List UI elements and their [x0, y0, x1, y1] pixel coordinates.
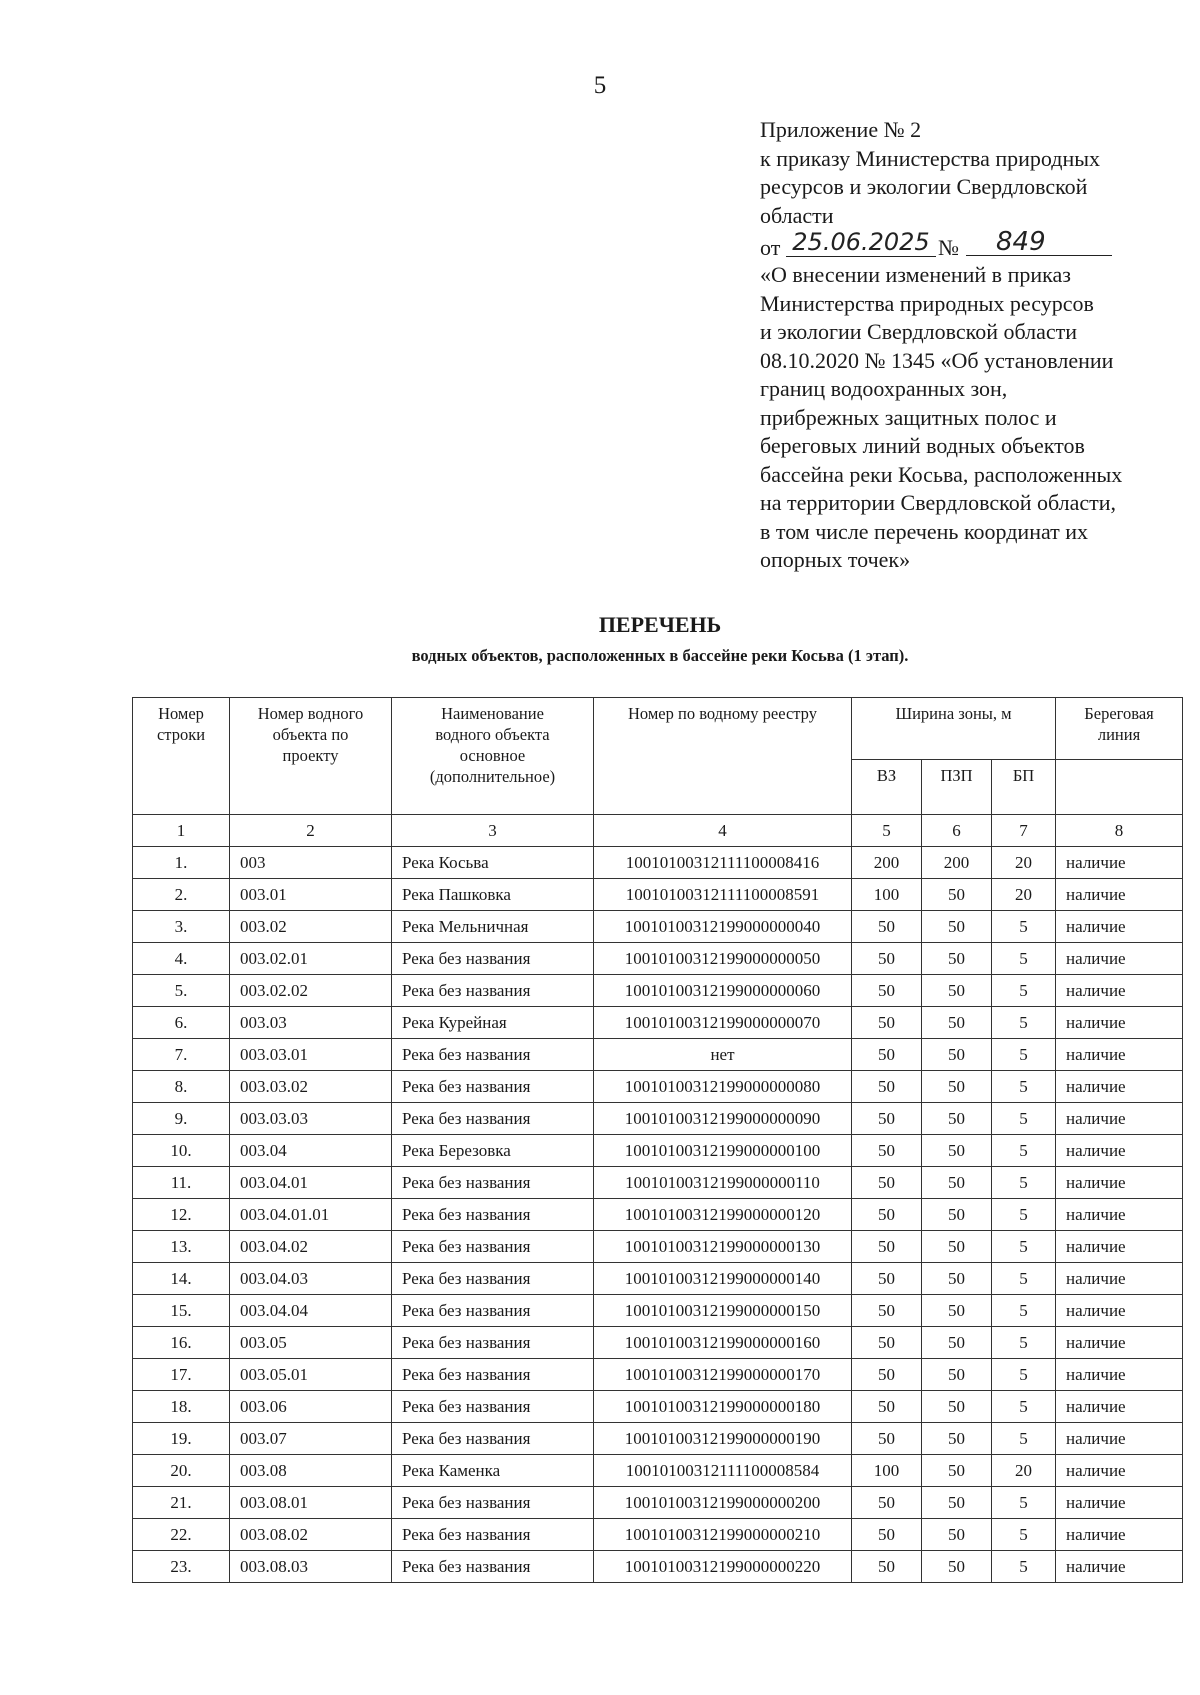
pzp-width-cell: 200 [922, 847, 992, 879]
number-sign: № [938, 235, 959, 260]
registry-number-cell: 10010100312199000000160 [594, 1327, 852, 1359]
table-row [133, 1519, 1183, 1551]
header-row-number: Номер строки [133, 698, 230, 815]
registry-number-cell: 10010100312199000000130 [594, 1231, 852, 1263]
object-name-cell: Река без названия [392, 1551, 594, 1583]
appendix-line: границ водоохранных зон, [760, 376, 1008, 401]
row-number-cell: 8. [133, 1071, 230, 1103]
project-number-cell: 003.04.04 [230, 1295, 392, 1327]
table-row [133, 1295, 1183, 1327]
bp-width-cell: 5 [992, 1519, 1056, 1551]
vz-width-cell: 50 [852, 1423, 922, 1455]
project-number-cell: 003.04.03 [230, 1263, 392, 1295]
registry-number-cell: 10010100312199000000100 [594, 1135, 852, 1167]
row-number-cell: 13. [133, 1231, 230, 1263]
shore-line-cell: наличие [1056, 1231, 1183, 1263]
table-row [133, 1167, 1183, 1199]
object-name-cell: Река без названия [392, 1423, 594, 1455]
project-number-cell: 003.05 [230, 1327, 392, 1359]
header-registry-number: Номер по водному реестру [594, 698, 852, 815]
project-number-cell: 003.04 [230, 1135, 392, 1167]
registry-number-cell: 10010100312199000000190 [594, 1423, 852, 1455]
page-number: 5 [593, 72, 607, 99]
project-number-cell: 003.03.03 [230, 1103, 392, 1135]
project-number-cell: 003 [230, 847, 392, 879]
bp-width-cell: 5 [992, 1231, 1056, 1263]
vz-width-cell: 50 [852, 1199, 922, 1231]
pzp-width-cell: 50 [922, 1359, 992, 1391]
project-number-cell: 003.07 [230, 1423, 392, 1455]
bp-width-cell: 5 [992, 1391, 1056, 1423]
object-name-cell: Река без названия [392, 1487, 594, 1519]
object-name-cell: Река без названия [392, 1359, 594, 1391]
row-number-cell: 4. [133, 943, 230, 975]
project-number-cell: 003.03.01 [230, 1039, 392, 1071]
project-number-cell: 003.08.03 [230, 1551, 392, 1583]
object-name-cell: Река Каменка [392, 1455, 594, 1487]
bp-width-cell: 5 [992, 1135, 1056, 1167]
row-number-cell: 7. [133, 1039, 230, 1071]
registry-number-cell: 10010100312199000000220 [594, 1551, 852, 1583]
bp-width-cell: 5 [992, 1263, 1056, 1295]
vz-width-cell: 50 [852, 1487, 922, 1519]
order-date-handwritten: 25.06.2025 [786, 230, 936, 257]
project-number-cell: 003.04.01 [230, 1167, 392, 1199]
appendix-line: в том числе перечень координат их [760, 518, 1089, 544]
table-row [133, 975, 1183, 1007]
project-number-cell: 003.02.01 [230, 943, 392, 975]
shore-line-cell: наличие [1056, 1167, 1183, 1199]
row-number-cell: 9. [133, 1103, 230, 1135]
appendix-line: и экологии Свердловской области [760, 319, 1078, 344]
column-number: 8 [1056, 815, 1183, 847]
table-row [133, 1359, 1183, 1391]
bp-width-cell: 5 [992, 1167, 1056, 1199]
row-number-cell: 10. [133, 1135, 230, 1167]
row-number-cell: 12. [133, 1199, 230, 1231]
pzp-width-cell: 50 [922, 1487, 992, 1519]
table-row [133, 943, 1183, 975]
project-number-cell: 003.02 [230, 911, 392, 943]
row-number-cell: 5. [133, 975, 230, 1007]
row-number-cell: 11. [133, 1167, 230, 1199]
vz-width-cell: 50 [852, 1007, 922, 1039]
object-name-cell: Река без названия [392, 1103, 594, 1135]
shore-line-cell: наличие [1056, 1007, 1183, 1039]
table-row [133, 1199, 1183, 1231]
pzp-width-cell: 50 [922, 1007, 992, 1039]
shore-line-cell: наличие [1056, 1039, 1183, 1071]
table-row [133, 1551, 1183, 1583]
bp-width-cell: 20 [992, 879, 1056, 911]
object-name-cell: Река Косьва [392, 847, 594, 879]
pzp-width-cell: 50 [922, 1199, 992, 1231]
project-number-cell: 003.08 [230, 1455, 392, 1487]
header-shore-line: Береговая линия [1056, 698, 1183, 760]
document-subtitle: водных объектов, расположенных в бассейне реки Косьва (1 этап). [411, 646, 909, 665]
shore-line-cell: наличие [1056, 879, 1183, 911]
pzp-width-cell: 50 [922, 1327, 992, 1359]
object-name-cell: Река без названия [392, 975, 594, 1007]
registry-number-cell: 10010100312199000000200 [594, 1487, 852, 1519]
table-row [133, 1455, 1183, 1487]
shore-line-cell: наличие [1056, 1263, 1183, 1295]
shore-line-cell: наличие [1056, 943, 1183, 975]
vz-width-cell: 50 [852, 1071, 922, 1103]
registry-number-cell: 10010100312111100008416 [594, 847, 852, 879]
table-row [133, 847, 1183, 879]
column-number: 6 [922, 815, 992, 847]
row-number-cell: 15. [133, 1295, 230, 1327]
table-body [133, 847, 1183, 1583]
table-row [133, 1039, 1183, 1071]
vz-width-cell: 50 [852, 1327, 922, 1359]
shore-line-cell: наличие [1056, 975, 1183, 1007]
registry-number-cell: нет [594, 1039, 852, 1071]
bp-width-cell: 5 [992, 1199, 1056, 1231]
row-number-cell: 3. [133, 911, 230, 943]
appendix-line: прибрежных защитных полос и [760, 404, 1057, 430]
row-number-cell: 21. [133, 1487, 230, 1519]
vz-width-cell: 50 [852, 1103, 922, 1135]
row-number-cell: 20. [133, 1455, 230, 1487]
pzp-width-cell: 50 [922, 1167, 992, 1199]
registry-number-cell: 10010100312199000000090 [594, 1103, 852, 1135]
row-number-cell: 6. [133, 1007, 230, 1039]
registry-number-cell: 10010100312199000000060 [594, 975, 852, 1007]
pzp-width-cell: 50 [922, 975, 992, 1007]
bp-width-cell: 5 [992, 943, 1056, 975]
bp-width-cell: 5 [992, 1103, 1056, 1135]
water-objects-table [132, 697, 1183, 1583]
pzp-width-cell: 50 [922, 879, 992, 911]
column-number: 5 [852, 815, 922, 847]
row-number-cell: 23. [133, 1551, 230, 1583]
bp-width-cell: 5 [992, 911, 1056, 943]
appendix-line: к приказу Министерства природных [760, 145, 1101, 171]
object-name-cell: Река Курейная [392, 1007, 594, 1039]
order-date-line [760, 227, 1170, 261]
appendix-line: «О внесении изменений в приказ [760, 262, 1071, 287]
registry-number-cell: 10010100312199000000210 [594, 1519, 852, 1551]
appendix-line: Министерства природных ресурсов [760, 290, 1094, 316]
column-number: 4 [594, 815, 852, 847]
bp-width-cell: 5 [992, 1071, 1056, 1103]
project-number-cell: 003.03 [230, 1007, 392, 1039]
project-number-cell: 003.04.01.01 [230, 1199, 392, 1231]
header-bp: БП [992, 760, 1056, 815]
appendix-block [760, 116, 1170, 575]
vz-width-cell: 200 [852, 847, 922, 879]
bp-width-cell: 20 [992, 847, 1056, 879]
registry-number-cell: 10010100312199000000120 [594, 1199, 852, 1231]
header-shore-line-empty [1056, 760, 1183, 815]
bp-width-cell: 5 [992, 1423, 1056, 1455]
object-name-cell: Река без названия [392, 1327, 594, 1359]
table-row [133, 1103, 1183, 1135]
bp-width-cell: 5 [992, 1007, 1056, 1039]
vz-width-cell: 100 [852, 879, 922, 911]
registry-number-cell: 10010100312111100008591 [594, 879, 852, 911]
appendix-line: береговых линий водных объектов [760, 433, 1085, 458]
pzp-width-cell: 50 [922, 1551, 992, 1583]
bp-width-cell: 5 [992, 1327, 1056, 1359]
vz-width-cell: 50 [852, 1551, 922, 1583]
registry-number-cell: 10010100312111100008584 [594, 1455, 852, 1487]
table-row [133, 911, 1183, 943]
table-row [133, 1007, 1183, 1039]
pzp-width-cell: 50 [922, 1295, 992, 1327]
object-name-cell: Река без названия [392, 1071, 594, 1103]
registry-number-cell: 10010100312199000000050 [594, 943, 852, 975]
bp-width-cell: 5 [992, 975, 1056, 1007]
header-object-name: Наименование водного объекта основное (дополнительное) [392, 698, 594, 815]
pzp-width-cell: 50 [922, 1263, 992, 1295]
object-name-cell: Река Мельничная [392, 911, 594, 943]
appendix-line: на территории Свердловской области, [760, 490, 1117, 515]
pzp-width-cell: 50 [922, 1103, 992, 1135]
shore-line-cell: наличие [1056, 1071, 1183, 1103]
project-number-cell: 003.01 [230, 879, 392, 911]
project-number-cell: 003.05.01 [230, 1359, 392, 1391]
pzp-width-cell: 50 [922, 1423, 992, 1455]
row-number-cell: 2. [133, 879, 230, 911]
shore-line-cell: наличие [1056, 1391, 1183, 1423]
row-number-cell: 18. [133, 1391, 230, 1423]
shore-line-cell: наличие [1056, 1295, 1183, 1327]
vz-width-cell: 100 [852, 1455, 922, 1487]
table-row [133, 1391, 1183, 1423]
shore-line-cell: наличие [1056, 1551, 1183, 1583]
pzp-width-cell: 50 [922, 943, 992, 975]
table-row [133, 1263, 1183, 1295]
pzp-width-cell: 50 [922, 1519, 992, 1551]
object-name-cell: Река без названия [392, 1199, 594, 1231]
registry-number-cell: 10010100312199000000170 [594, 1359, 852, 1391]
object-name-cell: Река без названия [392, 1519, 594, 1551]
row-number-cell: 16. [133, 1327, 230, 1359]
shore-line-cell: наличие [1056, 1199, 1183, 1231]
shore-line-cell: наличие [1056, 1327, 1183, 1359]
appendix-line: опорных точек» [760, 547, 911, 572]
vz-width-cell: 50 [852, 1391, 922, 1423]
registry-number-cell: 10010100312199000000070 [594, 1007, 852, 1039]
pzp-width-cell: 50 [922, 1455, 992, 1487]
vz-width-cell: 50 [852, 1359, 922, 1391]
row-number-cell: 17. [133, 1359, 230, 1391]
project-number-cell: 003.08.01 [230, 1487, 392, 1519]
bp-width-cell: 5 [992, 1551, 1056, 1583]
project-number-cell: 003.06 [230, 1391, 392, 1423]
project-number-cell: 003.03.02 [230, 1071, 392, 1103]
object-name-cell: Река без названия [392, 1391, 594, 1423]
appendix-line: области [760, 202, 834, 228]
vz-width-cell: 50 [852, 975, 922, 1007]
object-name-cell: Река без названия [392, 1039, 594, 1071]
registry-number-cell: 10010100312199000000110 [594, 1167, 852, 1199]
registry-number-cell: 10010100312199000000150 [594, 1295, 852, 1327]
object-name-cell: Река без названия [392, 1263, 594, 1295]
header-zone-width: Ширина зоны, м [852, 698, 1056, 760]
document-title: ПЕРЕЧЕНЬ [598, 612, 722, 637]
pzp-width-cell: 50 [922, 1039, 992, 1071]
vz-width-cell: 50 [852, 1295, 922, 1327]
header-vz: ВЗ [852, 760, 922, 815]
object-name-cell: Река без названия [392, 1295, 594, 1327]
table-row [133, 1423, 1183, 1455]
object-name-cell: Река без названия [392, 943, 594, 975]
shore-line-cell: наличие [1056, 1487, 1183, 1519]
table-row [133, 879, 1183, 911]
appendix-line: ресурсов и экологии Свердловской [760, 174, 1088, 199]
shore-line-cell: наличие [1056, 1423, 1183, 1455]
vz-width-cell: 50 [852, 1135, 922, 1167]
shore-line-cell: наличие [1056, 1519, 1183, 1551]
vz-width-cell: 50 [852, 1263, 922, 1295]
bp-width-cell: 5 [992, 1487, 1056, 1519]
object-name-cell: Река Березовка [392, 1135, 594, 1167]
pzp-width-cell: 50 [922, 911, 992, 943]
row-number-cell: 14. [133, 1263, 230, 1295]
column-number: 3 [392, 815, 594, 847]
vz-width-cell: 50 [852, 943, 922, 975]
table-row [133, 1231, 1183, 1263]
appendix-line: бассейна реки Косьва, расположенных [760, 461, 1123, 487]
project-number-cell: 003.08.02 [230, 1519, 392, 1551]
bp-width-cell: 20 [992, 1455, 1056, 1487]
pzp-width-cell: 50 [922, 1071, 992, 1103]
project-number-cell: 003.04.02 [230, 1231, 392, 1263]
vz-width-cell: 50 [852, 1039, 922, 1071]
table-row [133, 1135, 1183, 1167]
row-number-cell: 19. [133, 1423, 230, 1455]
shore-line-cell: наличие [1056, 1455, 1183, 1487]
header-pzp: ПЗП [922, 760, 992, 815]
shore-line-cell: наличие [1056, 1359, 1183, 1391]
object-name-cell: Река без названия [392, 1231, 594, 1263]
vz-width-cell: 50 [852, 1519, 922, 1551]
project-number-cell: 003.02.02 [230, 975, 392, 1007]
bp-width-cell: 5 [992, 1359, 1056, 1391]
vz-width-cell: 50 [852, 1167, 922, 1199]
table-row [133, 1071, 1183, 1103]
row-number-cell: 22. [133, 1519, 230, 1551]
column-number: 1 [133, 815, 230, 847]
bp-width-cell: 5 [992, 1039, 1056, 1071]
pzp-width-cell: 50 [922, 1231, 992, 1263]
pzp-width-cell: 50 [922, 1135, 992, 1167]
vz-width-cell: 50 [852, 911, 922, 943]
row-number-cell: 1. [133, 847, 230, 879]
shore-line-cell: наличие [1056, 847, 1183, 879]
order-number-handwritten: 849 [966, 230, 1112, 256]
column-number: 7 [992, 815, 1056, 847]
vz-width-cell: 50 [852, 1231, 922, 1263]
pzp-width-cell: 50 [922, 1391, 992, 1423]
appendix-line: Приложение № 2 [760, 117, 922, 142]
registry-number-cell: 10010100312199000000040 [594, 911, 852, 943]
bp-width-cell: 5 [992, 1295, 1056, 1327]
registry-number-cell: 10010100312199000000180 [594, 1391, 852, 1423]
column-number: 2 [230, 815, 392, 847]
registry-number-cell: 10010100312199000000140 [594, 1263, 852, 1295]
shore-line-cell: наличие [1056, 911, 1183, 943]
shore-line-cell: наличие [1056, 1103, 1183, 1135]
appendix-line: 08.10.2020 № 1345 «Об установлении [760, 347, 1114, 373]
object-name-cell: Река без названия [392, 1167, 594, 1199]
registry-number-cell: 10010100312199000000080 [594, 1071, 852, 1103]
table-row [133, 1487, 1183, 1519]
header-project-number: Номер водного объекта по проекту [230, 698, 392, 815]
date-prefix: от [760, 235, 781, 260]
object-name-cell: Река Пашковка [392, 879, 594, 911]
table-row [133, 1327, 1183, 1359]
shore-line-cell: наличие [1056, 1135, 1183, 1167]
